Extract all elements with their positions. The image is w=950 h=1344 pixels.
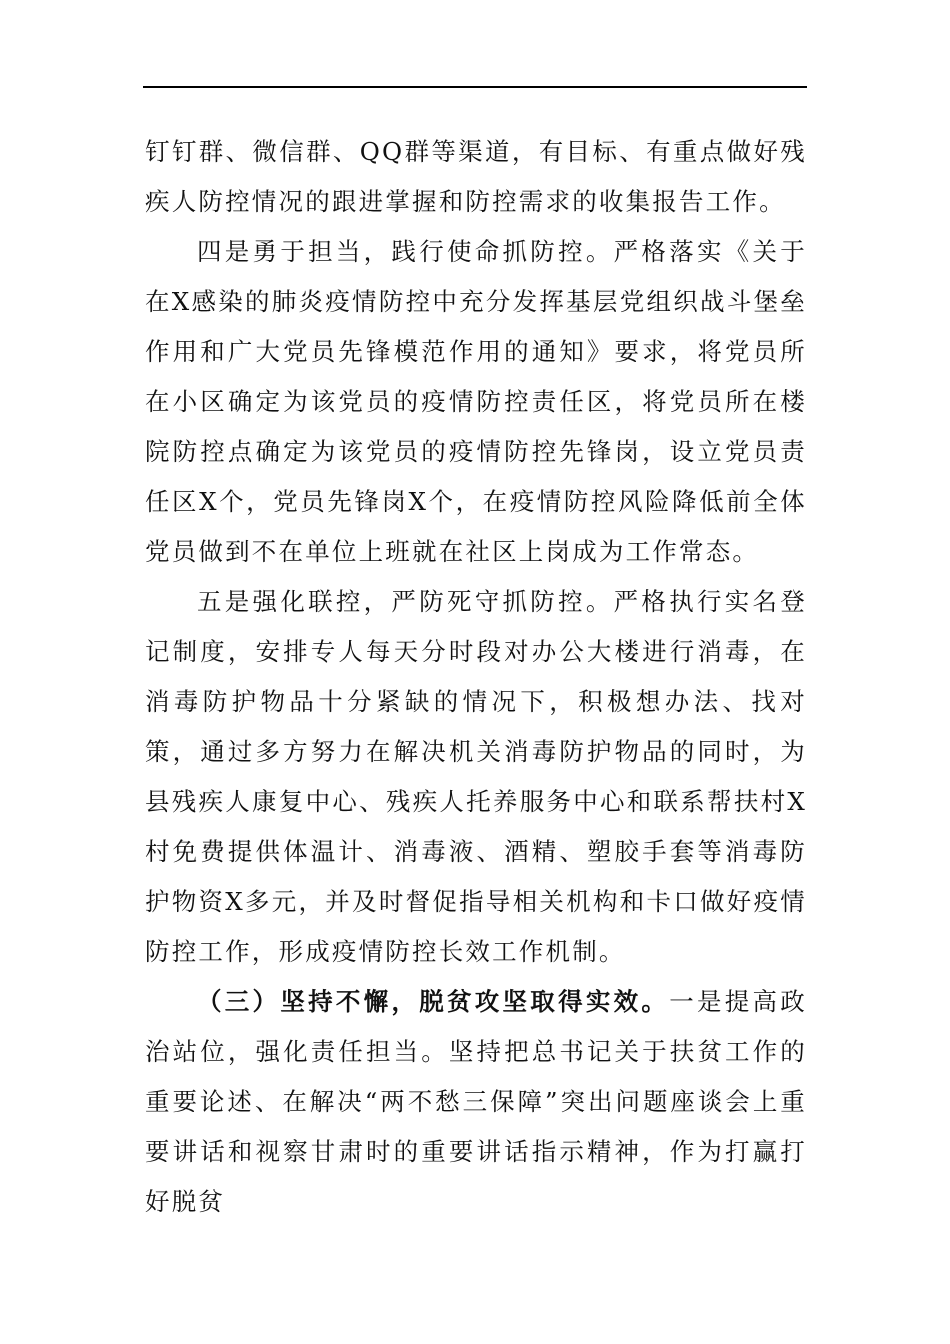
section-heading: （三）坚持不懈，脱贫攻坚取得实效。: [197, 987, 670, 1016]
paragraph-3-text: 五是强化联控，严防死守抓防控。严格执行实名登记制度，安排专人每天分时段对办公大楼进行消毒，在消毒防护物品十分紧缺的情况下，积极想办法、找对策，通过多方努力在解决机关消毒防护物品的同时，为县残疾人康复中心、残疾人托养服务中心和联系帮扶村X村免费提供体温计、消毒液、酒精、塑胶手套等消毒防护物资X多元，并及时督促指导相关机构和卡口做好疫情防控工作，形成疫情防控长效工作机制。: [145, 587, 807, 966]
paragraph-3: [145, 577, 807, 977]
paragraph-4-text: 一是提高政治站位，强化责任担当。坚持把总书记关于扶贫工作的重要论述、在解决“两不愁三保障”突出问题座谈会上重要讲话和视察甘肃时的重要讲话指示精神，作为打赢打好脱贫: [145, 987, 808, 1216]
paragraph-4: [145, 977, 807, 1227]
header-rule: [143, 86, 807, 88]
paragraph-1-text: 钉钉群、微信群、QQ群等渠道，有目标、有重点做好残疾人防控情况的跟进掌握和防控需求的收集报告工作。: [145, 137, 807, 216]
paragraph-2: [145, 227, 807, 577]
document-body: [145, 127, 807, 1227]
paragraph-1: [145, 127, 807, 227]
paragraph-2-text: 四是勇于担当，践行使命抓防控。严格落实《关于在X感染的肺炎疫情防控中充分发挥基层党组织战斗堡垒作用和广大党员先锋模范作用的通知》要求，将党员所在小区确定为该党员的疫情防控责任区，将党员所在楼院防控点确定为该党员的疫情防控先锋岗，设立党员责任区X个，党员先锋岗X个，在疫情防控风险降低前全体党员做到不在单位上班就在社区上岗成为工作常态。: [145, 237, 807, 566]
